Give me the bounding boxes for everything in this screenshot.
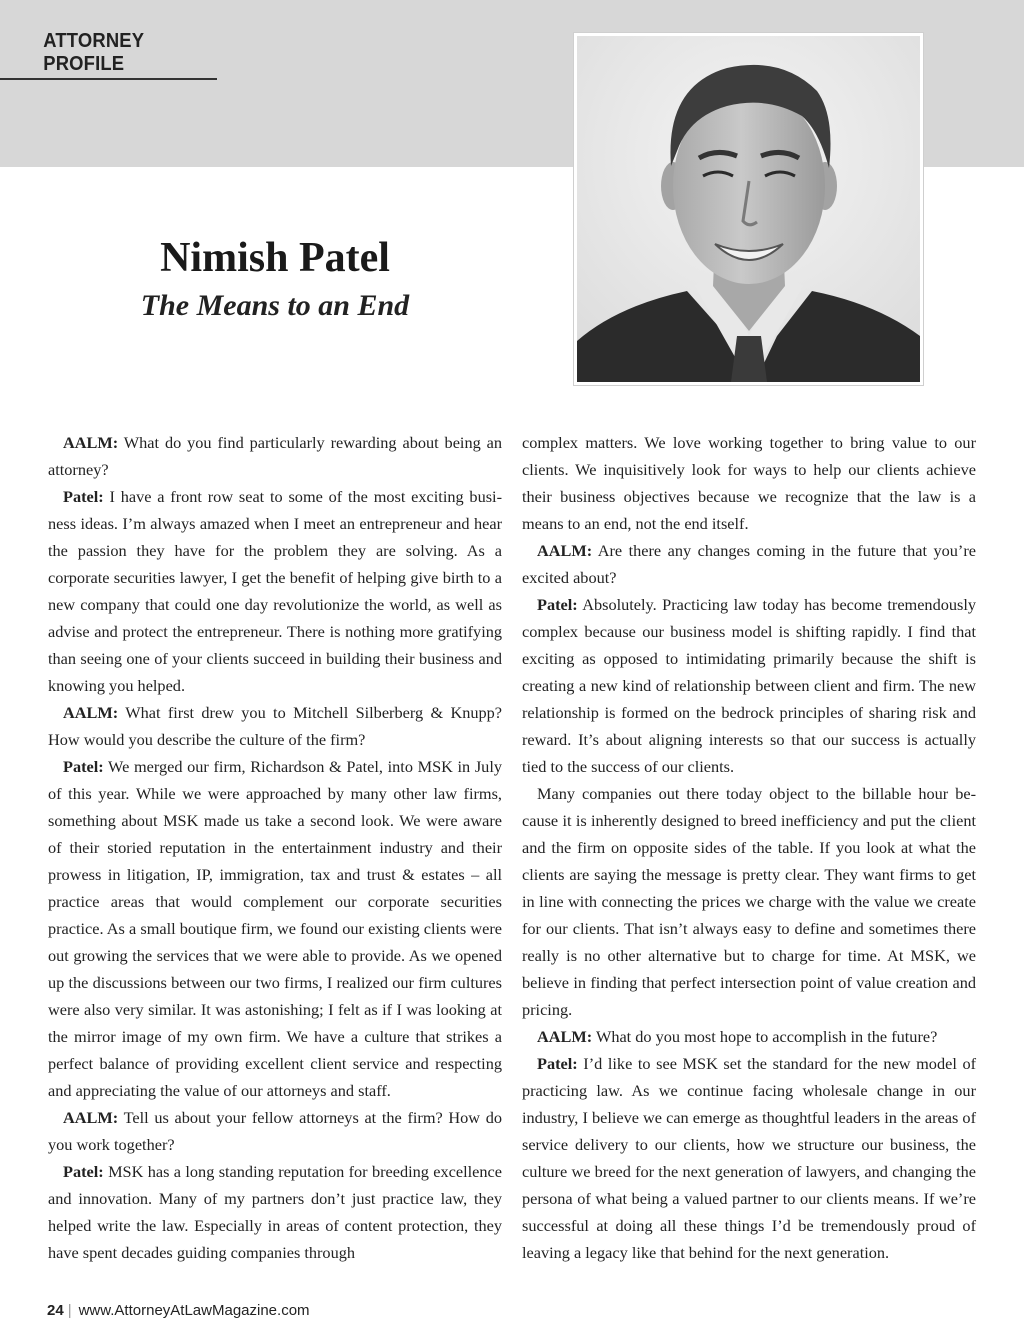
- paragraph-text: I have a front row seat to some of the most exciting business ideas. I’m always amazed when I meet an entrepreneur and hear the passion they have for the problem they are solving. As a corporate securities lawyer, I get the benefit of helping give birth to a new company that could one day revolutionize the world, as well as advise and protect the entrepreneur. There is nothing more gratifying than seeing one of your clients succeed in building their business and knowing you helped.: [48, 487, 502, 695]
- interview-paragraph: [522, 1023, 976, 1050]
- interview-paragraph: [522, 429, 976, 537]
- attorney-name: Nimish Patel: [160, 235, 390, 281]
- paragraph-text: Are there any changes coming in the future that you’re excited about?: [522, 541, 977, 587]
- speaker-label: Patel:: [537, 1054, 578, 1073]
- portrait-illustration: [577, 36, 920, 382]
- section-label: [0, 30, 217, 80]
- speaker-label: AALM:: [63, 1108, 119, 1127]
- interview-paragraph: [48, 483, 502, 699]
- paragraph-text: What first drew you to Mitchell Silberberg & Knupp? How would you describe the culture of the firm?: [48, 703, 502, 749]
- page-footer: [47, 1302, 310, 1319]
- paragraph-text: Many companies out there today object to the billable hour because it is inherently designed to breed inefficiency and put the client and the firm on opposite sides of the table. If you look at what the clients are saying the message is pretty clear. They want firms to get in line with connecting the prices we charge with the value we create for our clients. That isn’t always easy to define and sometimes there really is no other alternative but to charge for time. At MSK, we believe in finding that perfect intersection point of value creation and pricing.: [522, 784, 976, 1019]
- paragraph-text: MSK has a long standing reputation for breeding excellence and innovation. Many of my partners don’t just practice law, they helped write the law. Especially in areas of content protection, they have spent decades guiding companies through: [48, 1162, 502, 1262]
- speaker-label: Patel:: [63, 1162, 104, 1181]
- speaker-label: AALM:: [537, 541, 593, 560]
- interview-paragraph: [48, 429, 502, 483]
- interview-paragraph: [48, 699, 502, 753]
- paragraph-text: What do you find particularly rewarding about being an attorney?: [48, 433, 503, 479]
- article-column-right: [522, 429, 976, 1266]
- article-subtitle: The Means to an End: [140, 289, 410, 322]
- paragraph-text: What do you most hope to accomplish in the future?: [595, 1027, 938, 1046]
- paragraph-text: I’d like to see MSK set the standard for the new model of practicing law. As we continue facing wholesale change in our industry, I believe we can emerge as thoughtful leaders in the areas of service delivery to our clients, how we structure our business, the culture we breed for the next generation of lawyers, and changing the persona of what being a valued partner to our clients means. If we’re successful at doing all these things I’d be tremendously proud of leaving a legacy like that behind for the next generation.: [522, 1054, 977, 1262]
- speaker-label: AALM:: [537, 1027, 593, 1046]
- speaker-label: Patel:: [537, 595, 578, 614]
- paragraph-text: Tell us about your fellow attorneys at the firm? How do you work together?: [48, 1108, 502, 1154]
- speaker-label: Patel:: [63, 757, 104, 776]
- speaker-label: AALM:: [63, 433, 119, 452]
- magazine-website: www.AttorneyAtLawMagazine.com: [78, 1302, 310, 1319]
- paragraph-text: Absolutely. Practicing law today has become tremendously complex because our business model is shifting rapidly. I find that exciting as opposed to intimidating primarily because the shift is creating a new kind of relationship between client and firm. The new relationship is formed on the bedrock principles of sharing risk and reward. It’s about aligning interests so that our success is actually tied to the success of our clients.: [522, 595, 976, 776]
- speaker-label: Patel:: [63, 487, 104, 506]
- article-column-left: [48, 429, 502, 1266]
- interview-paragraph: [522, 780, 976, 1023]
- attorney-portrait-photo: [574, 33, 923, 385]
- footer-separator: |: [67, 1302, 72, 1319]
- interview-paragraph: [48, 1104, 502, 1158]
- paragraph-text: complex matters. We love working together to bring value to our clients. We inquisitively look for ways to help our clients achieve their business objectives because we recognize that the law is a means to an end, not the end itself.: [522, 433, 976, 533]
- interview-paragraph: [522, 537, 976, 591]
- page-number: 24: [47, 1302, 64, 1319]
- paragraph-text: We merged our firm, Richardson & Patel, into MSK in July of this year. While we were approached by many other law firms, something about MSK made us take a second look. We were aware of their storied reputation in the entertainment industry and their prowess in litigation, IP, immigration, tax and trust & estates – all practice areas that would complement our corporate securities practice. As a small boutique firm, we found our existing clients were out growing the services that we were able to provide. As we opened up the discussions between our two firms, I realized our firm cultures were also very similar. It was astonishing; I felt as if I was looking at the mirror image of my own firm. We have a culture that strikes a perfect balance of providing excellent client service and respecting and appreciating the value of our attorneys and staff.: [48, 757, 502, 1100]
- interview-paragraph: [48, 1158, 502, 1266]
- speaker-label: AALM:: [63, 703, 119, 722]
- interview-paragraph: [522, 591, 976, 780]
- section-label-text: ATTORNEY PROFILE: [43, 30, 144, 75]
- interview-paragraph: [522, 1050, 976, 1266]
- article-title-block: [90, 228, 460, 324]
- interview-paragraph: [48, 753, 502, 1104]
